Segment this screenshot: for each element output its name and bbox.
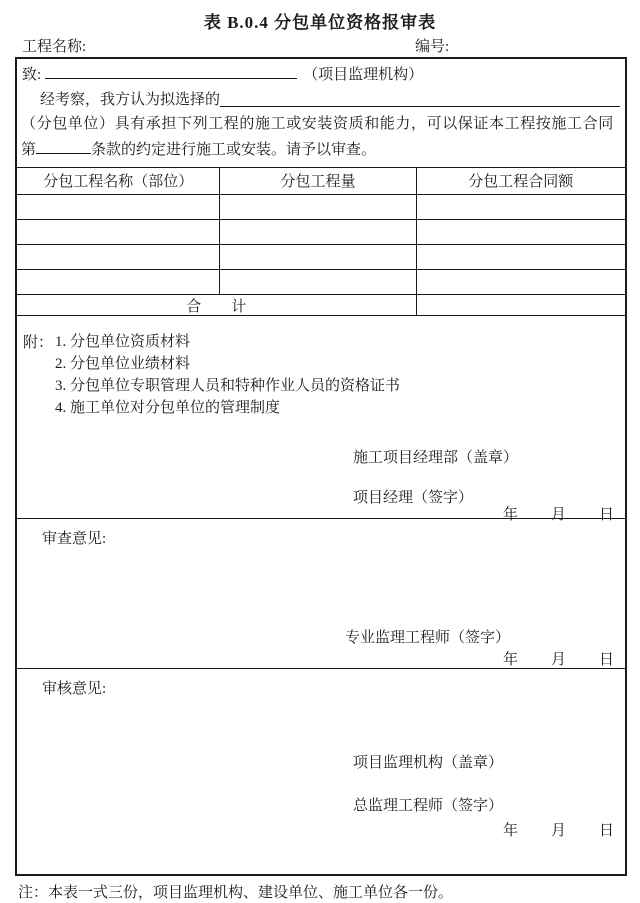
cell-work-quantity: [220, 194, 416, 219]
project-name-label: 工程名称:: [22, 39, 87, 55]
col-header-contract-amount: 分包工程合同额: [416, 168, 625, 194]
cell-work-name: [17, 269, 220, 294]
date-line: 年 月 日: [502, 652, 615, 668]
table-row: [17, 219, 625, 244]
cell-contract-amount: [416, 244, 625, 269]
table-row: [17, 244, 625, 269]
col-header-work-name: 分包工程名称（部位）: [17, 168, 220, 194]
audit-opinion-label: 审核意见:: [42, 681, 107, 697]
line4-prefix: 第: [21, 141, 37, 158]
statement-line-4: [21, 137, 376, 159]
date-line: 年 月 日: [502, 507, 615, 523]
to-suffix: （项目监理机构）: [303, 66, 424, 83]
table-total-row: [17, 294, 625, 316]
cell-contract-amount: [416, 194, 625, 219]
section-audit-opinion: [17, 668, 625, 874]
to-blank-line: [45, 62, 297, 79]
attachment-item: 4. 施工单位对分包单位的管理制度: [55, 400, 281, 416]
clause-blank-line: [36, 137, 91, 154]
page-title: 表 B.0.4 分包单位资格报审表: [203, 13, 437, 32]
cell-work-name: [17, 194, 220, 219]
section-addressee: [17, 59, 625, 167]
date-line: 年 月 日: [502, 823, 615, 839]
cell-work-quantity: [220, 219, 416, 244]
attachments-list: [55, 331, 400, 419]
supervising-engineer-sign-label: 专业监理工程师（签字）: [345, 630, 511, 646]
section-attachments: [17, 315, 625, 523]
cell-work-name: [17, 219, 220, 244]
footer-note: 注：本表一式三份，项目监理机构、建设单位、施工单位各一份。: [18, 885, 454, 901]
line4-suffix: 条款的约定进行施工或安装。请予以审查。: [91, 141, 377, 158]
statement-line-3: （分包单位）具有承担下列工程的施工或安装资质和能力，可以保证本工程按施工合同: [21, 116, 614, 132]
chosen-unit-blank-line: [220, 88, 620, 107]
total-label-cell: 合 计: [17, 294, 416, 316]
contractor-stamp-label: 施工项目经理部（盖章）: [353, 450, 519, 466]
chief-engineer-sign-label: 总监理工程师（签字）: [353, 798, 504, 814]
cell-work-quantity: [220, 269, 416, 294]
section-review-opinion: [17, 518, 625, 668]
total-amount-cell: [416, 294, 625, 316]
to-line: [22, 62, 423, 84]
table-header-row: [17, 168, 625, 194]
project-manager-sign-label: 项目经理（签字）: [353, 490, 474, 506]
line2-prefix: 经考察，我方认为拟选择的: [40, 92, 221, 108]
cell-work-quantity: [220, 244, 416, 269]
form-border: [15, 57, 627, 876]
statement-line-2: [40, 88, 620, 109]
subcontract-table: [17, 168, 625, 316]
number-label: 编号:: [415, 39, 450, 55]
supervision-org-stamp-label: 项目监理机构（盖章）: [353, 755, 504, 771]
attachment-item: 3. 分包单位专职管理人员和特种作业人员的资格证书: [55, 378, 401, 394]
col-header-work-quantity: 分包工程量: [220, 168, 416, 194]
table-row: [17, 269, 625, 294]
cell-contract-amount: [416, 269, 625, 294]
attachment-item: 2. 分包单位业绩材料: [55, 356, 191, 372]
review-opinion-label: 审查意见:: [42, 531, 107, 547]
cell-contract-amount: [416, 219, 625, 244]
table-row: [17, 194, 625, 219]
cell-work-name: [17, 244, 220, 269]
section-subcontract-table: [17, 167, 625, 315]
to-label: 致:: [22, 66, 42, 83]
attachment-item: 1. 分包单位资质材料: [55, 334, 191, 350]
attachments-label: 附：: [23, 335, 54, 351]
